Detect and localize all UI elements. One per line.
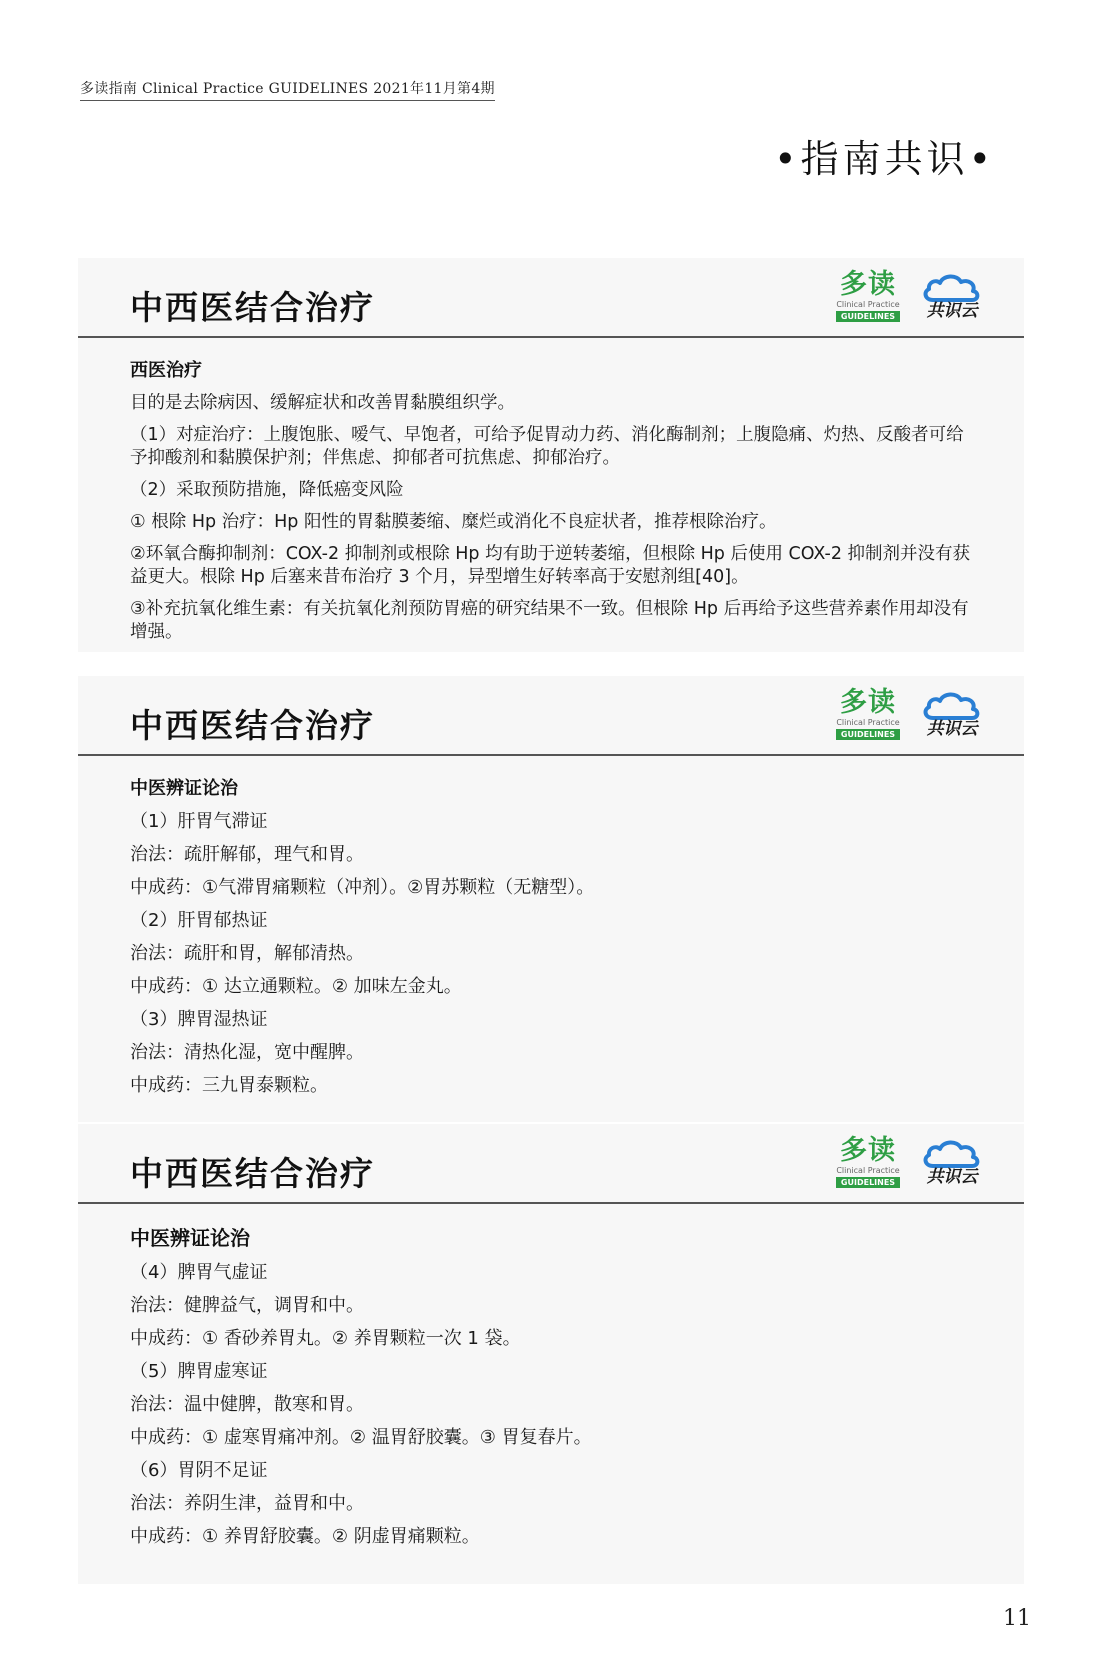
slide-header [78, 258, 1024, 338]
syndrome-heading: （1）肝胃气滞证 [130, 811, 268, 832]
treatment-method: 治法：疏肝解郁，理气和胃。 [130, 844, 364, 865]
syndrome-heading: （6）胃阴不足证 [130, 1460, 268, 1481]
paragraph: 目的是去除病因、缓解症状和改善胃黏膜组织学。 [130, 393, 515, 413]
slide-body [78, 338, 1024, 667]
gongshiyun-logo-text: 共识云 [926, 1167, 978, 1187]
duodu-logo [832, 1136, 904, 1188]
gongshiyun-logo [916, 1138, 988, 1186]
paragraph: （2）采取预防措施，降低癌变风险 [130, 480, 404, 500]
syndrome-heading: （4）脾胃气虚证 [130, 1262, 268, 1283]
slide-header [78, 1124, 1024, 1204]
patent-medicine: 中成药：① 达立通颗粒。② 加味左金丸。 [130, 976, 462, 997]
slide-subtitle: 中医辨证论治 [130, 1226, 250, 1250]
gongshiyun-logo-text: 共识云 [926, 719, 978, 739]
slide-body [78, 756, 1024, 1121]
duodu-logo [832, 270, 904, 322]
patent-medicine: 中成药：① 虚寒胃痛冲剂。② 温胃舒胶囊。③ 胃复春片。 [130, 1427, 592, 1448]
running-head: 多读指南 Clinical Practice GUIDELINES 2021年11月第4期 [80, 78, 495, 101]
paragraph: ① 根除 Hp 治疗：Hp 阳性的胃黏膜萎缩、糜烂或消化不良症状者，推荐根除治疗。 [130, 512, 777, 532]
gongshiyun-logo-text: 共识云 [926, 301, 978, 321]
duodu-logo-badge: GUIDELINES [836, 1177, 900, 1188]
slide-title: 中西医结合治疗 [130, 1154, 375, 1193]
gongshiyun-logo [916, 690, 988, 738]
duodu-logo [832, 688, 904, 740]
slide-title: 中西医结合治疗 [130, 288, 375, 327]
treatment-method: 治法：清热化湿，宽中醒脾。 [130, 1042, 364, 1063]
duodu-logo-text: 多读 [840, 687, 896, 718]
duodu-logo-badge: GUIDELINES [836, 729, 900, 740]
paragraph: ③补充抗氧化维生素：有关抗氧化剂预防胃癌的研究结果不一致。但根除 Hp 后再给予这些营养素作用却没有增强。 [130, 599, 969, 642]
syndrome-heading: （2）肝胃郁热证 [130, 910, 268, 931]
page-number: 11 [1003, 1606, 1031, 1631]
slide-header [78, 676, 1024, 756]
paragraph: ②环氧合酶抑制剂：COX-2 抑制剂或根除 Hp 均有助于逆转萎缩，但根除 Hp 后使用 COX-2 抑制剂并没有获益更大。根除 Hp 后塞来昔布治疗 3 个月，异型增生好转率高于安慰剂组[40]。 [130, 544, 971, 587]
paragraph: （1）对症治疗：上腹饱胀、嗳气、早饱者，可给予促胃动力药、消化酶制剂；上腹隐痛、灼热、反酸者可给予抑酸剂和黏膜保护剂；伴焦虑、抑郁者可抗焦虑、抑郁治疗。 [130, 425, 964, 468]
duodu-logo-text: 多读 [840, 1135, 896, 1166]
duodu-logo-text: 多读 [840, 269, 896, 300]
slide-body [78, 1204, 1024, 1572]
gongshiyun-logo [916, 272, 988, 320]
duodu-logo-subtext: Clinical Practice [836, 718, 900, 727]
syndrome-heading: （5）脾胃虚寒证 [130, 1361, 268, 1382]
slide-tcm-treatment-2 [78, 1124, 1024, 1584]
slide-subtitle: 西医治疗 [130, 360, 202, 381]
duodu-logo-subtext: Clinical Practice [836, 1166, 900, 1175]
treatment-method: 治法：健脾益气，调胃和中。 [130, 1295, 364, 1316]
cloud-icon [921, 272, 983, 304]
patent-medicine: 中成药：三九胃泰颗粒。 [130, 1075, 328, 1096]
patent-medicine: 中成药：①气滞胃痛颗粒（冲剂）。②胃苏颗粒（无糖型）。 [130, 877, 595, 898]
slide-subtitle: 中医辨证论治 [130, 778, 238, 799]
patent-medicine: 中成药：① 养胃舒胶囊。② 阴虚胃痛颗粒。 [130, 1526, 480, 1547]
duodu-logo-badge: GUIDELINES [836, 311, 900, 322]
cloud-icon [921, 1138, 983, 1170]
syndrome-heading: （3）脾胃湿热证 [130, 1009, 268, 1030]
slide-tcm-treatment-1 [78, 676, 1024, 1122]
cloud-icon [921, 690, 983, 722]
duodu-logo-subtext: Clinical Practice [836, 300, 900, 309]
slide-title: 中西医结合治疗 [130, 706, 375, 745]
patent-medicine: 中成药：① 香砂养胃丸。② 养胃颗粒一次 1 袋。 [130, 1328, 521, 1349]
treatment-method: 治法：疏肝和胃，解郁清热。 [130, 943, 364, 964]
section-tag: •指南共识• [774, 137, 995, 181]
treatment-method: 治法：温中健脾，散寒和胃。 [130, 1394, 364, 1415]
slide-western-treatment [78, 258, 1024, 652]
treatment-method: 治法：养阴生津，益胃和中。 [130, 1493, 364, 1514]
